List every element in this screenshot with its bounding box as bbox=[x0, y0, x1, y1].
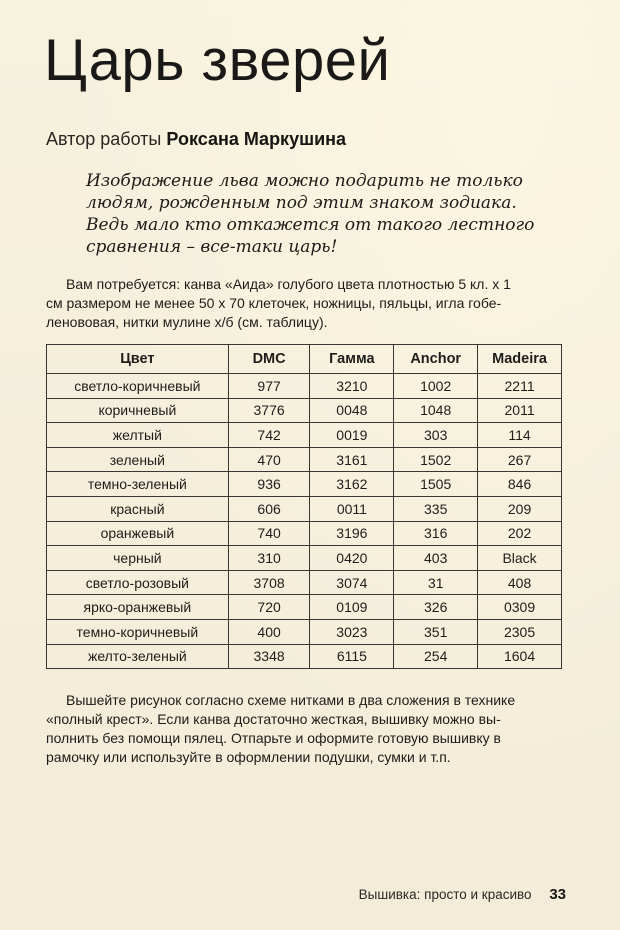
cell-color-name: ярко-оранжевый bbox=[47, 595, 229, 620]
cell-anchor-code: 31 bbox=[394, 570, 478, 595]
table-row bbox=[47, 595, 562, 620]
cell-madeira-code: 267 bbox=[478, 447, 562, 472]
header-madeira: Madeira bbox=[478, 345, 562, 374]
cell-color-name: красный bbox=[47, 496, 229, 521]
intro-line: Изображение льва можно подарить не только bbox=[86, 171, 523, 191]
table-row bbox=[47, 496, 562, 521]
table-body bbox=[47, 374, 562, 669]
cell-color-name: черный bbox=[47, 546, 229, 571]
cell-gamma-code: 3161 bbox=[310, 447, 394, 472]
cell-madeira-code: 114 bbox=[478, 423, 562, 448]
instructions-paragraph bbox=[46, 691, 574, 767]
cell-gamma-code: 3162 bbox=[310, 472, 394, 497]
cell-madeira-code: 846 bbox=[478, 472, 562, 497]
instructions-line: полнить без помощи пялец. Отпарьте и оформите готовую вышивку в bbox=[46, 730, 501, 746]
cell-madeira-code: 209 bbox=[478, 496, 562, 521]
table-row bbox=[47, 398, 562, 423]
cell-dmc-code: 400 bbox=[228, 619, 310, 644]
cell-madeira-code: Black bbox=[478, 546, 562, 571]
cell-madeira-code: 0309 bbox=[478, 595, 562, 620]
cell-dmc-code: 606 bbox=[228, 496, 310, 521]
table-row bbox=[47, 447, 562, 472]
cell-dmc-code: 977 bbox=[228, 374, 310, 399]
cell-color-name: зеленый bbox=[47, 447, 229, 472]
cell-color-name: коричневый bbox=[47, 398, 229, 423]
intro-line: Ведь мало кто откажется от такого лестного bbox=[86, 215, 535, 235]
materials-line: см размером не менее 50 x 70 клеточек, ножницы, пяльцы, игла гобе- bbox=[46, 295, 502, 311]
cell-dmc-code: 470 bbox=[228, 447, 310, 472]
cell-color-name: темно-зеленый bbox=[47, 472, 229, 497]
table-row bbox=[47, 570, 562, 595]
cell-dmc-code: 3708 bbox=[228, 570, 310, 595]
cell-dmc-code: 720 bbox=[228, 595, 310, 620]
table-row bbox=[47, 546, 562, 571]
table-row bbox=[47, 423, 562, 448]
cell-color-name: светло-розовый bbox=[47, 570, 229, 595]
cell-madeira-code: 1604 bbox=[478, 644, 562, 669]
cell-anchor-code: 1048 bbox=[394, 398, 478, 423]
cell-madeira-code: 2305 bbox=[478, 619, 562, 644]
cell-anchor-code: 1502 bbox=[394, 447, 478, 472]
header-dmc: DMC bbox=[228, 345, 310, 374]
intro-line: сравнения – все-таки царь! bbox=[86, 237, 338, 257]
cell-gamma-code: 6115 bbox=[310, 644, 394, 669]
page-footer bbox=[359, 886, 566, 903]
cell-gamma-code: 3196 bbox=[310, 521, 394, 546]
instructions-line: «полный крест». Если канва достаточно жесткая, вышивку можно вы- bbox=[46, 711, 501, 727]
author-label: Автор работы bbox=[46, 129, 162, 149]
intro-line: людям, рожденным под этим знаком зодиака. bbox=[86, 193, 517, 213]
materials-line: Вам потребуется: канва «Аида» голубого цвета плотностью 5 кл. x 1 bbox=[66, 276, 511, 292]
thread-color-table bbox=[46, 344, 562, 669]
cell-anchor-code: 335 bbox=[394, 496, 478, 521]
cell-gamma-code: 3210 bbox=[310, 374, 394, 399]
cell-anchor-code: 326 bbox=[394, 595, 478, 620]
cell-anchor-code: 1002 bbox=[394, 374, 478, 399]
instructions-line: рамочку или используйте в оформлении подушки, сумки и т.п. bbox=[46, 749, 451, 765]
table-header-row bbox=[47, 345, 562, 374]
cell-gamma-code: 0048 bbox=[310, 398, 394, 423]
table-row bbox=[47, 619, 562, 644]
cell-gamma-code: 3074 bbox=[310, 570, 394, 595]
cell-dmc-code: 3776 bbox=[228, 398, 310, 423]
cell-anchor-code: 316 bbox=[394, 521, 478, 546]
cell-dmc-code: 310 bbox=[228, 546, 310, 571]
header-gamma: Гамма bbox=[310, 345, 394, 374]
table-row bbox=[47, 374, 562, 399]
table-row bbox=[47, 521, 562, 546]
cell-dmc-code: 740 bbox=[228, 521, 310, 546]
intro-paragraph bbox=[86, 170, 566, 258]
cell-color-name: желтый bbox=[47, 423, 229, 448]
author-line bbox=[46, 129, 346, 150]
table-row bbox=[47, 644, 562, 669]
cell-color-name: желто-зеленый bbox=[47, 644, 229, 669]
cell-dmc-code: 3348 bbox=[228, 644, 310, 669]
instructions-line: Вышейте рисунок согласно схеме нитками в два сложения в технике bbox=[66, 692, 516, 708]
cell-gamma-code: 3023 bbox=[310, 619, 394, 644]
header-anchor: Anchor bbox=[394, 345, 478, 374]
materials-paragraph bbox=[46, 275, 574, 332]
page-title: Царь зверей bbox=[44, 28, 391, 93]
cell-color-name: светло-коричневый bbox=[47, 374, 229, 399]
cell-anchor-code: 1505 bbox=[394, 472, 478, 497]
cell-madeira-code: 2011 bbox=[478, 398, 562, 423]
cell-gamma-code: 0011 bbox=[310, 496, 394, 521]
page-number: 33 bbox=[549, 886, 566, 903]
cell-madeira-code: 408 bbox=[478, 570, 562, 595]
cell-anchor-code: 351 bbox=[394, 619, 478, 644]
header-color: Цвет bbox=[47, 345, 229, 374]
cell-gamma-code: 0420 bbox=[310, 546, 394, 571]
cell-anchor-code: 303 bbox=[394, 423, 478, 448]
cell-madeira-code: 202 bbox=[478, 521, 562, 546]
cell-dmc-code: 742 bbox=[228, 423, 310, 448]
cell-gamma-code: 0019 bbox=[310, 423, 394, 448]
cell-madeira-code: 2211 bbox=[478, 374, 562, 399]
cell-dmc-code: 936 bbox=[228, 472, 310, 497]
cell-anchor-code: 403 bbox=[394, 546, 478, 571]
magazine-name: Вышивка: просто и красиво bbox=[358, 887, 532, 902]
cell-color-name: темно-коричневый bbox=[47, 619, 229, 644]
author-name: Роксана Маркушина bbox=[166, 129, 347, 149]
table-row bbox=[47, 472, 562, 497]
materials-line: ленововая, нитки мулине х/б (см. таблицу). bbox=[46, 314, 328, 330]
cell-gamma-code: 0109 bbox=[310, 595, 394, 620]
cell-anchor-code: 254 bbox=[394, 644, 478, 669]
cell-color-name: оранжевый bbox=[47, 521, 229, 546]
